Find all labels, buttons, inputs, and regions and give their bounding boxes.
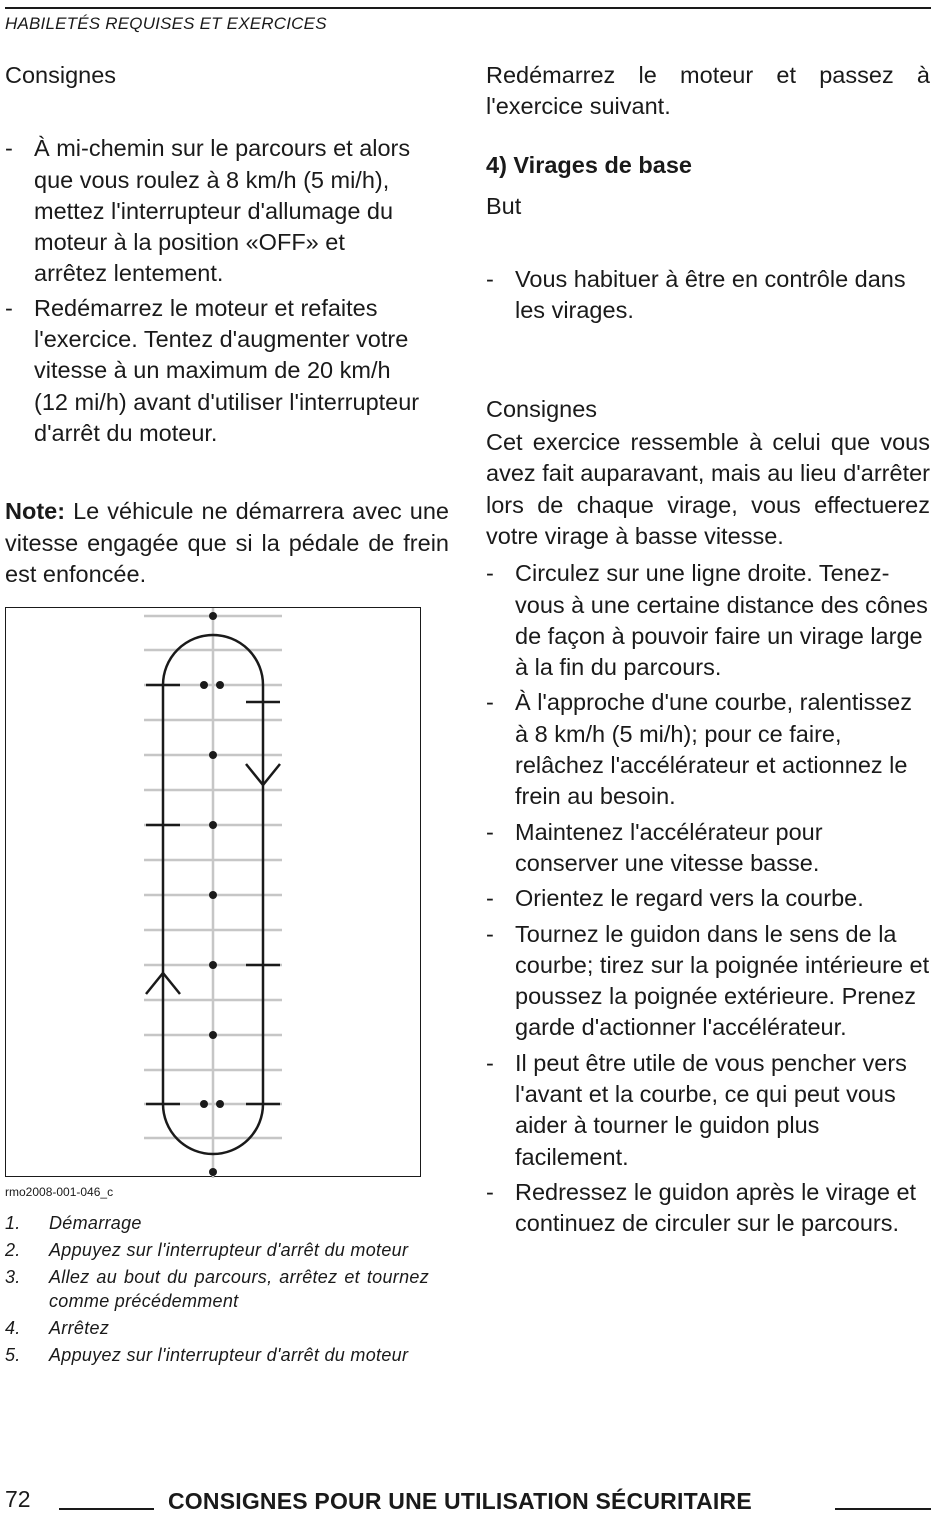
footer-rule-right bbox=[835, 1508, 931, 1510]
note-text: Le véhicule ne démarrera avec une vitesse engagée que si la pédale de frein est enfoncée. bbox=[5, 498, 449, 587]
right-column bbox=[486, 60, 930, 1240]
intro-paragraph: Redémarrez le moteur et passez à l'exercice suivant. bbox=[486, 62, 930, 120]
list-item: - Maintenez l'accélérateur pour conserver une vitesse basse. bbox=[486, 817, 930, 880]
left-instruction-list bbox=[5, 133, 449, 449]
list-item: - À l'approche d'une courbe, ralentissez à 8 km/h (5 mi/h); pour ce faire, relâchez l'accélérateur et actionnez le frein au besoin. bbox=[486, 687, 930, 812]
legend-item: 5. Appuyez sur l'interrupteur d'arrêt du moteur bbox=[5, 1344, 409, 1365]
but-list bbox=[486, 264, 930, 327]
list-item: - Orientez le regard vers la courbe. bbox=[486, 883, 930, 914]
course-diagram-svg bbox=[6, 608, 422, 1178]
footer-title: CONSIGNES POUR UNE UTILISATION SÉCURITAIRE bbox=[168, 1488, 752, 1514]
list-item: - Il peut être utile de vous pencher vers l'avant et la courbe, ce qui peut vous aider à tourner le guidon plus facilement. bbox=[486, 1048, 930, 1173]
figure-reference: rmo2008-001-046_c bbox=[5, 1185, 114, 1199]
note-label: Note: bbox=[5, 498, 66, 525]
right-instruction-list bbox=[486, 558, 930, 1239]
section-title: 4) Virages de base bbox=[486, 151, 692, 178]
consignes-intro: Cet exercice ressemble à celui que vous avez fait auparavant, mais au lieu d'arrêter lors de chaque virage, vous effectuerez votre virage à basse vitesse. bbox=[486, 429, 930, 549]
legend-item: 2. Appuyez sur l'interrupteur d'arrêt du moteur bbox=[5, 1240, 409, 1260]
running-header: HABILETÉS REQUISES ET EXERCICES bbox=[5, 14, 327, 33]
list-item: - Redémarrez le moteur et refaites l'exercice. Tentez d'augmenter votre vitesse à un maximum de 20 km/h (12 mi/h) avant d'utiliser l'interrupteur d'arrêt du moteur. bbox=[5, 293, 420, 449]
figure-legend bbox=[5, 1212, 429, 1371]
list-item: - Vous habituer à être en contrôle dans les virages. bbox=[486, 264, 930, 327]
consignes-heading-right: Consignes bbox=[486, 395, 598, 422]
but-heading: But bbox=[486, 192, 522, 219]
list-item: - Circulez sur une ligne droite. Tenez-vous à une certaine distance des cônes de façon à pouvoir faire un virage large à la fin du parcours. bbox=[486, 558, 930, 683]
legend-item: 4. Arrêtez bbox=[5, 1317, 110, 1338]
left-column bbox=[5, 60, 449, 590]
note-paragraph bbox=[5, 496, 449, 590]
header-rule bbox=[5, 7, 931, 9]
legend-item: 3. Allez au bout du parcours, arrêtez et tournez comme précédemment bbox=[5, 1267, 429, 1311]
page-number: 72 bbox=[5, 1486, 31, 1512]
footer-rule-left bbox=[59, 1508, 154, 1510]
list-item: - Redressez le guidon après le virage et continuez de circuler sur le parcours. bbox=[486, 1177, 930, 1240]
list-item: - Tournez le guidon dans le sens de la courbe; tirez sur la poignée intérieure et poussez la poignée extérieure. Prenez garde d'actionner l'accélérateur. bbox=[486, 919, 930, 1044]
page-footer bbox=[5, 1484, 931, 1520]
course-diagram bbox=[5, 607, 421, 1177]
list-item: - À mi-chemin sur le parcours et alors que vous roulez à 8 km/h (5 mi/h), mettez l'interrupteur d'allumage du moteur à la position «OFF» et arrêtez lentement. bbox=[5, 133, 420, 289]
legend-item: 1. Démarrage bbox=[5, 1213, 142, 1233]
consignes-heading-left: Consignes bbox=[5, 62, 117, 88]
